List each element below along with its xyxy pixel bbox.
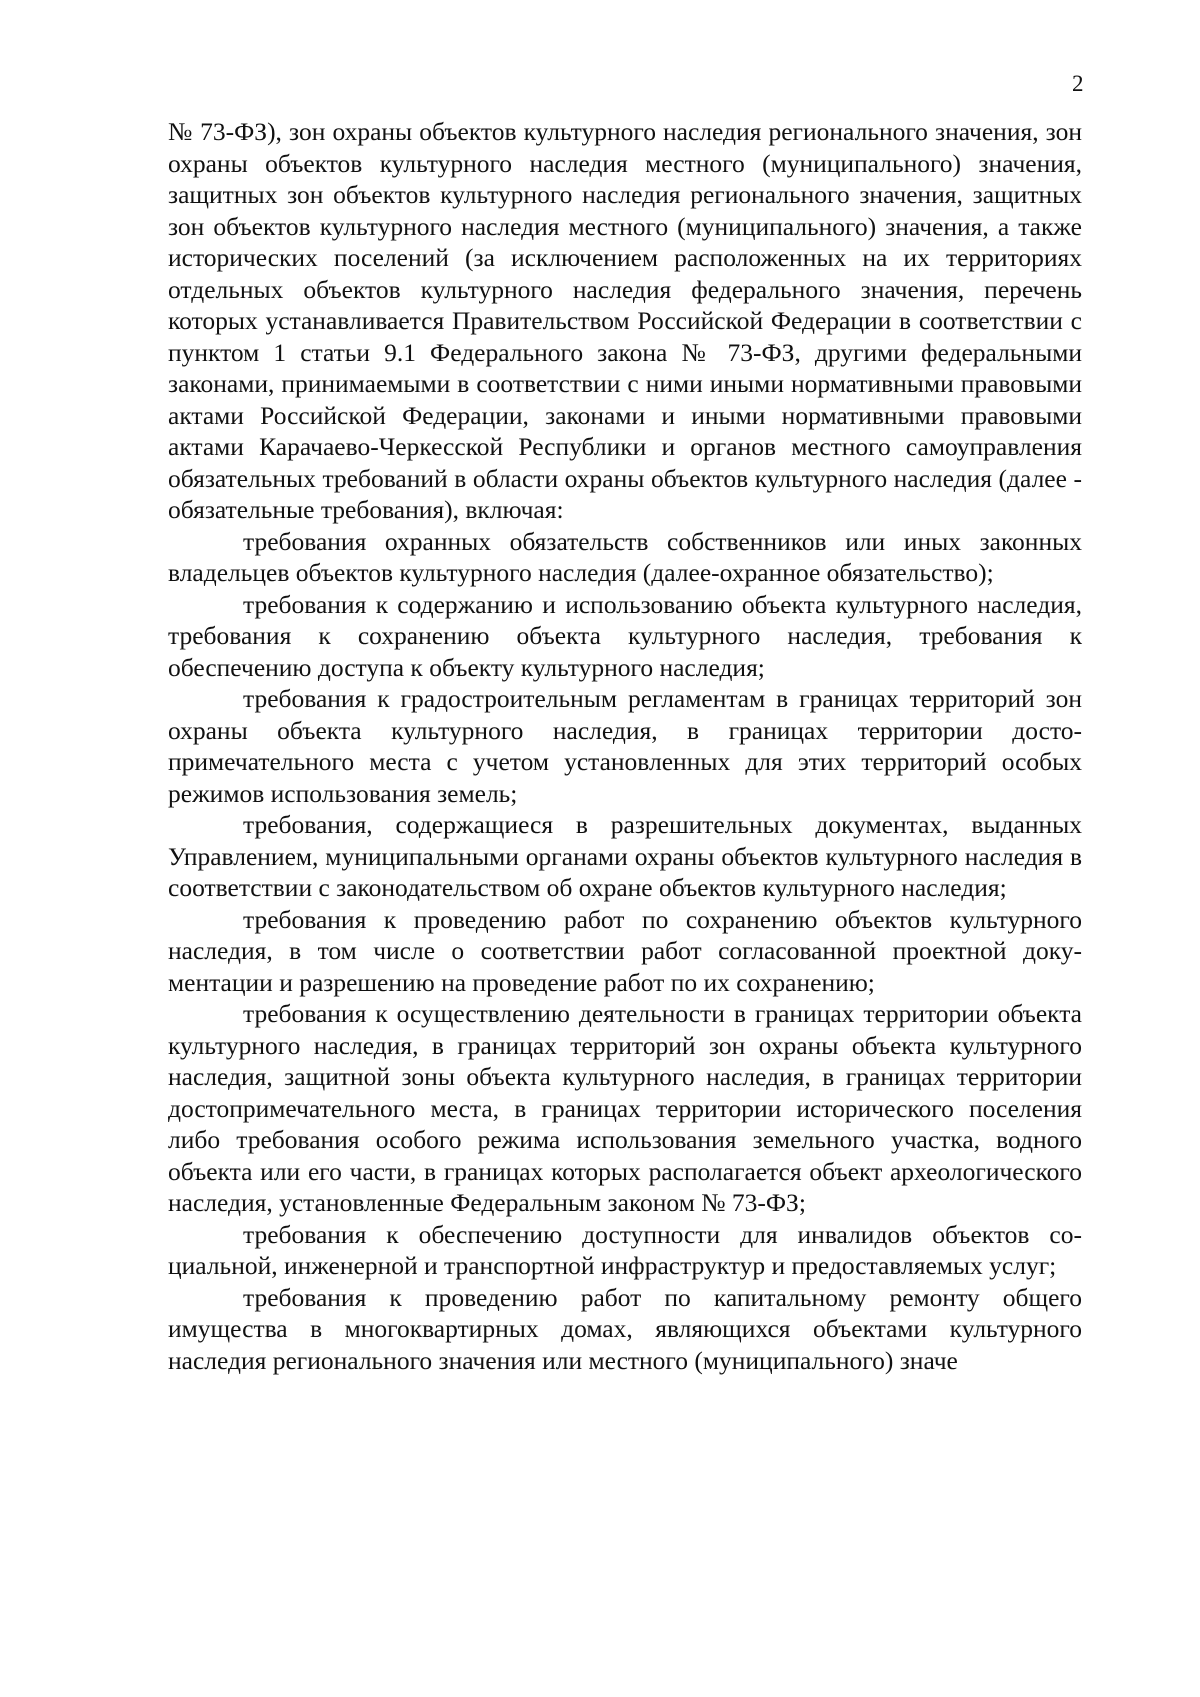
paragraph: требования к осуществлению деятельности в границах территории объекта культурного наследия, в границах территорий зон охраны объекта культурного наследия, защитной зоны объекта культурного наследия, в границах территории достопримечательного места, в границах территории исторического поселения либо требования особого режима использования земельного участка, водного объекта или его части, в границах которых располагается объект археологического наследия, установленные Федеральным законом № 73-ФЗ; bbox=[168, 999, 1082, 1217]
paragraph: требования к проведению работ по капитальному ремонту общего имущества в многоквартирных домах, являющихся объектами культурного наследия регионального значения или местного (муниципального) значе bbox=[168, 1282, 1082, 1375]
page-number: 2 bbox=[1072, 71, 1084, 96]
document-body bbox=[168, 116, 1082, 1376]
paragraph: требования к проведению работ по сохранению объектов культурного наследия, в том числе о соответствии работ согласованной проектной документации и разрешению на проведение работ по их сохранению; bbox=[168, 904, 1082, 997]
paragraph: № 73-ФЗ), зон охраны объектов культурного наследия регионального значения, зон охраны объектов культурного наследия местного (муниципального) значения, защитных зон объектов культурного наследия регионального значения, защитных зон объектов культурного наследия местного (муниципального) значения, а также исторических поселений (за исключением расположенных на их территориях отдельных объектов культурного наследия федерального значения, перечень которых устанавливается Правительством Российской Федерации в соответствии с пунктом 1 статьи 9.1 Федерального закона № 73-ФЗ, другими федеральными законами, принимаемыми в соответствии с ними иными нормативными правовыми актами Российской Федерации, законами и иными нормативными правовыми актами Карачаево-Черкесской Республики и органов местного самоуправления обязательных требований в области охраны объектов культурного наследия (далее - обязательные требования), включая: bbox=[168, 117, 1082, 524]
paragraph: требования охранных обязательств собственников или иных законных владельцев объектов культурного наследия (далее-охранное обязательство); bbox=[168, 526, 1082, 587]
paragraph: требования, содержащиеся в разрешительных документах, выданных Управлением, муниципальными органами охраны объектов культурного наследия в соответствии с законодательством об охране объектов культурного наследия; bbox=[168, 810, 1082, 902]
paragraph: требования к градостроительным регламентам в границах территорий зон охраны объекта культурного наследия, в границах территории достопримечательного места с учетом установленных для этих территорий особых режимов использования земель; bbox=[168, 684, 1082, 808]
paragraph: требования к обеспечению доступности для инвалидов объектов социальной, инженерной и транспортной инфраструктур и предоставляемых услуг; bbox=[168, 1219, 1082, 1280]
paragraph: требования к содержанию и использованию объекта культурного наследия, требования к сохранению объекта культурного наследия, требования к обеспечению доступа к объекту культурного наследия; bbox=[168, 589, 1082, 682]
